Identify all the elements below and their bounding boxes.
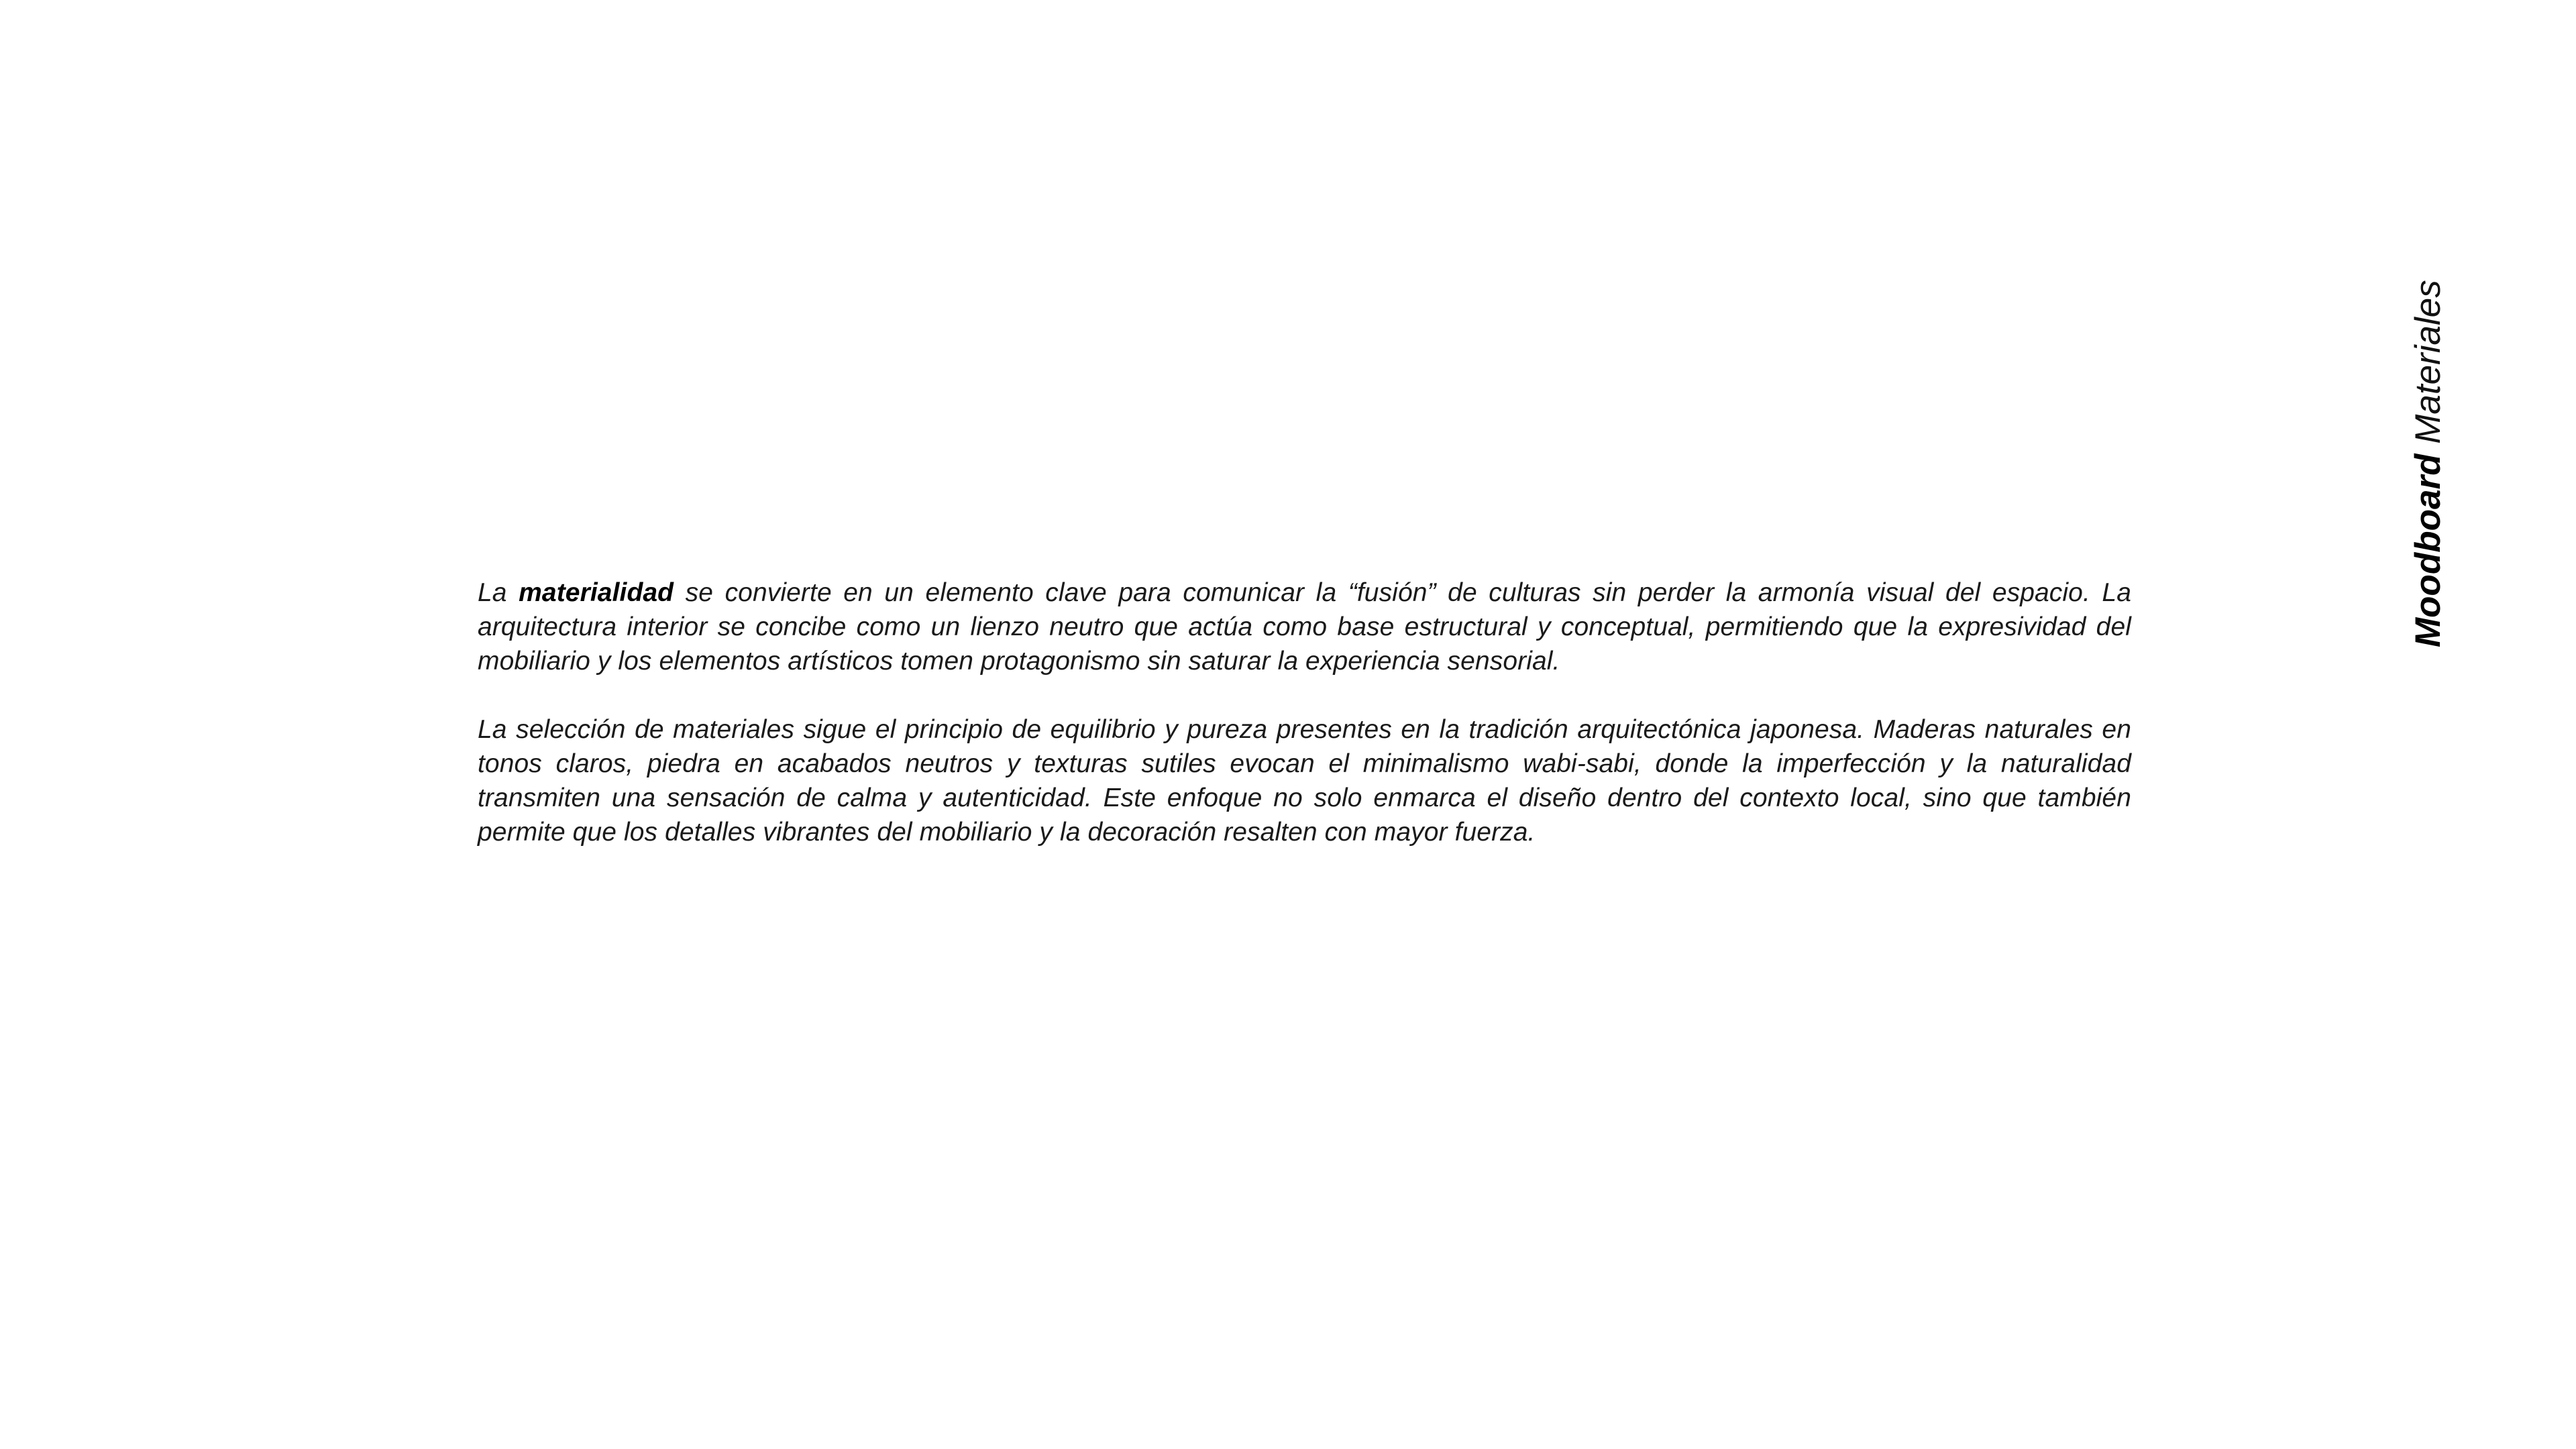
emphasis-materialidad: materialidad xyxy=(519,578,674,607)
paragraph-seleccion: La selección de materiales sigue el principio de equilibrio y pureza presentes en la tradición arquitectónica japonesa. Maderas naturales en tonos claros, piedra en acabados neutros y texturas sutiles evocan el minimalismo wabi-sabi, donde la imperfección y la naturalidad transmiten una sensación de calma y autenticidad. Este enfoque no solo enmarca el diseño dentro del contexto local, sino que también permite que los detalles vibrantes del mobiliario y la decoración resalten con mayor fuerza. xyxy=(478,715,2131,847)
body-text xyxy=(478,576,2131,849)
title-moodboard: Moodboard xyxy=(2408,453,2448,647)
page-title-vertical xyxy=(2408,272,2449,647)
paragraph-materialidad xyxy=(478,576,2131,678)
paragraph-lead: La xyxy=(478,578,507,607)
paragraph-rest: se convierte en un elemento clave para comunicar la “fusión” de culturas sin perder la armonía visual del espacio. La arquitectura interior se concibe como un lienzo neutro que actúa como base estructural y conceptual, permitiendo que la expresividad del mobiliario y los elementos artísticos tomen protagonismo sin saturar la experiencia sensorial. xyxy=(478,578,2132,676)
title-materiales: Materiales xyxy=(2408,280,2448,444)
